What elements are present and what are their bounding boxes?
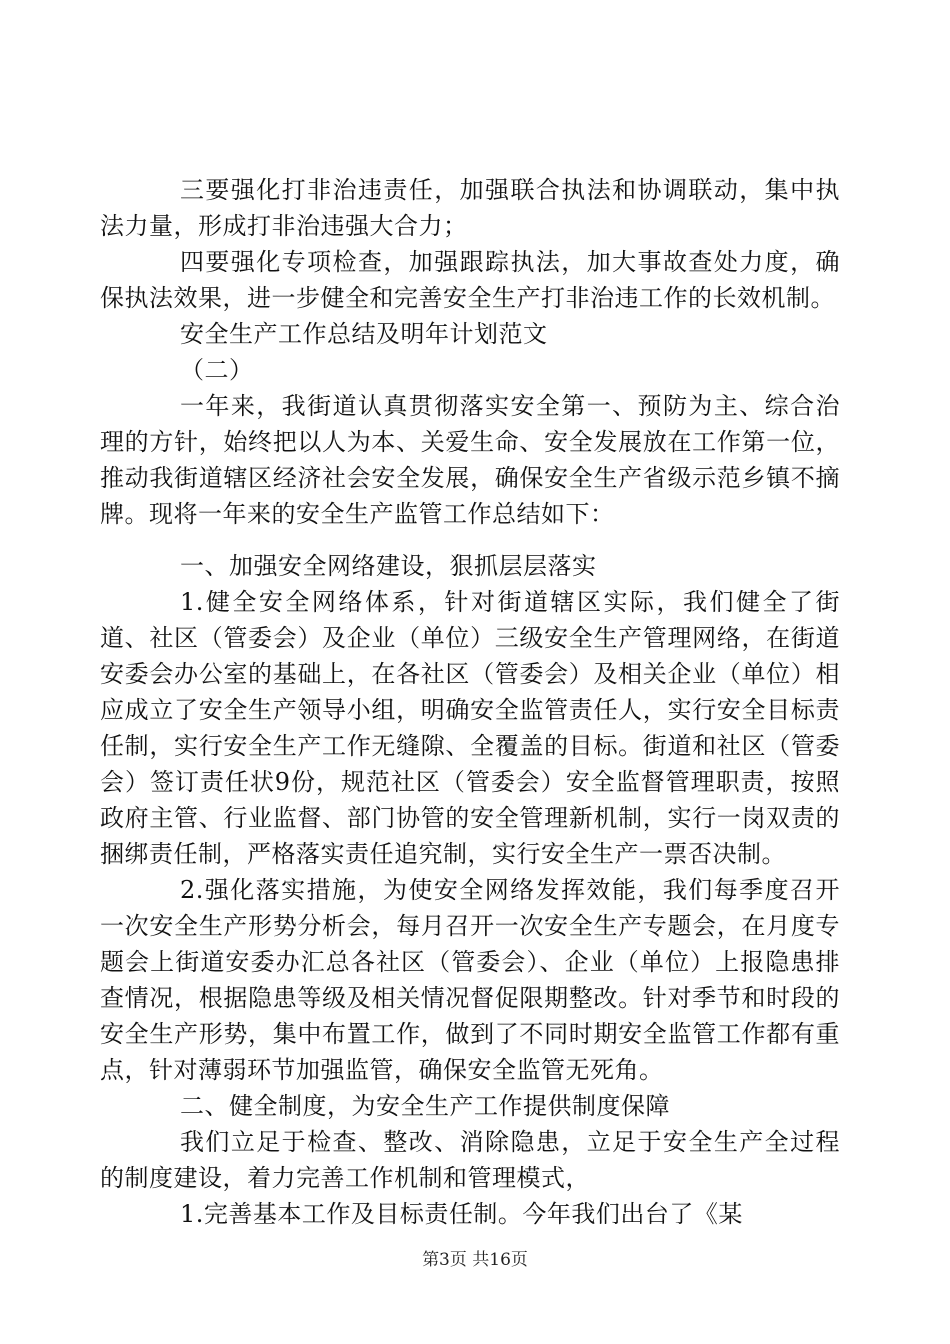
paragraph-gap [100, 532, 840, 548]
paragraph-measures: 2.强化落实措施，为使安全网络发挥效能，我们每季度召开一次安全生产形势分析会，每月召开一次安全生产专题会，在月度专题会上街道安委办汇总各社区（管委会）、企业（单位）上报隐患排查情况，根据隐患等级及相关情况督促限期整改。针对季节和时段的安全生产形势，集中布置工作，做到了不同时期安全监管工作都有重点，针对薄弱环节加强监管，确保安全监管无死角。 [100, 876, 840, 1084]
document-body [100, 172, 840, 1232]
section-number: （二） [180, 356, 254, 384]
paragraph-item-3: 三要强化打非治违责任，加强联合执法和协调联动，集中执法力量，形成打非治违强大合力； [100, 176, 840, 240]
paragraph-item-4: 四要强化专项检查，加强跟踪执法，加大事故查处力度，确保执法效果，进一步健全和完善安全生产打非治违工作的长效机制。 [100, 248, 840, 312]
paragraph-network: 1.健全安全网络体系，针对街道辖区实际，我们健全了街道、社区（管委会）及企业（单位）三级安全生产管理网络，在街道安委会办公室的基础上，在各社区（管委会）及相关企业（单位）相应成立了安全生产领导小组，明确安全监管责任人，实行安全目标责任制，实行安全生产工作无缝隙、全覆盖的目标。街道和社区（管委会）签订责任状9份，规范社区（管委会）安全监督管理职责，按照政府主管、行业监督、部门协管的安全管理新机制，实行一岗双责的捆绑责任制，严格落实责任追究制，实行安全生产一票否决制。 [100, 588, 840, 868]
intro-paragraph: 一年来，我街道认真贯彻落实安全第一、预防为主、综合治理的方针，始终把以人为本、关爱生命、安全发展放在工作第一位，推动我街道辖区经济社会安全发展，确保安全生产省级示范乡镇不摘牌。现将一年来的安全生产监管工作总结如下： [100, 392, 840, 528]
paragraph-responsibility: 1.完善基本工作及目标责任制。今年我们出台了《某 [180, 1200, 743, 1228]
paragraph-system: 我们立足于检查、整改、消除隐患，立足于安全生产全过程的制度建设，着力完善工作机制和管理模式， [100, 1128, 840, 1192]
page-footer: 第3页 共16页 [422, 1250, 528, 1270]
section-title: 安全生产工作总结及明年计划范文 [180, 320, 548, 348]
heading-two: 二、健全制度，为安全生产工作提供制度保障 [180, 1092, 670, 1120]
heading-one: 一、加强安全网络建设，狠抓层层落实 [180, 552, 597, 580]
